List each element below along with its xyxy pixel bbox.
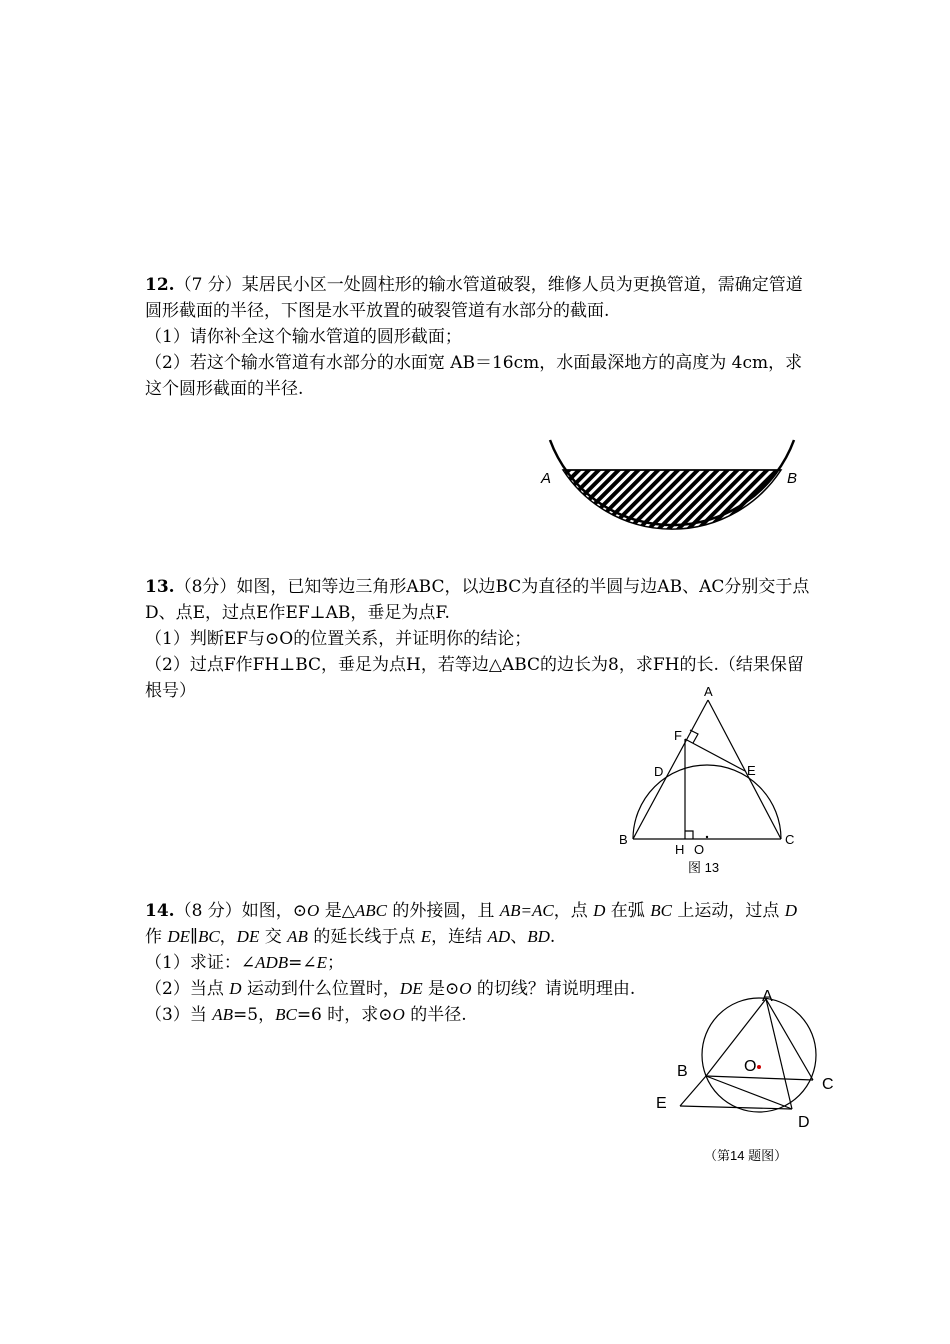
label-f: F <box>674 728 682 743</box>
segment-bd <box>706 1076 792 1109</box>
q14-text: 作 <box>145 927 168 947</box>
segment-ac <box>766 999 813 1080</box>
question-13-number: 13. <box>145 577 175 597</box>
q14-var: O <box>392 1005 405 1024</box>
q14-var: AB <box>287 927 308 946</box>
q14-var: AB <box>212 1005 234 1024</box>
q14-var: D <box>229 979 242 998</box>
q14-var: BC <box>275 1005 297 1024</box>
q14-text: =6 时，求⊙ <box>296 1005 393 1025</box>
question-13-part-2: （2）过点F作FH⊥BC，垂足为点H，若等边△ABC的边长为8，求FH的长.（结果保留根号） <box>145 655 804 701</box>
q14-text: 是⊙ <box>422 979 460 999</box>
question-14-stem <box>145 898 810 950</box>
q14-text: 的延长线于点 <box>307 927 421 947</box>
question-14-part-1 <box>145 950 810 976</box>
segment-be <box>680 1076 706 1106</box>
q14-text: ； <box>327 953 344 973</box>
q14-text: （2）当点 <box>145 979 230 999</box>
q14-text: 是△ <box>319 901 355 921</box>
equilateral-triangle-figure <box>610 682 810 882</box>
q14-var: BD <box>527 927 550 946</box>
q14-text: （3）当 <box>145 1005 213 1025</box>
q14-text: ， <box>219 927 237 947</box>
q14-text: （1）求证：∠ <box>145 953 256 973</box>
q14-var: BC <box>650 901 672 920</box>
q14-text: 的外接圆，且 <box>386 901 500 921</box>
q14-text: 的切线？请说明理由. <box>471 979 636 999</box>
question-12-number: 12. <box>145 275 175 295</box>
q14-text: . <box>549 927 556 947</box>
segment-bc <box>706 1076 813 1080</box>
question-12-stem <box>145 272 810 324</box>
q14-var: D <box>593 901 606 920</box>
circumcircle-figure <box>650 982 850 1172</box>
q14-text: ∥ <box>190 927 198 947</box>
question-14-number: 14. <box>145 901 175 921</box>
label-e: E <box>656 1095 667 1112</box>
q14-var: E <box>420 927 432 946</box>
point-a-label: A <box>541 470 552 487</box>
q14-var: DE <box>399 979 423 998</box>
q14-var: AB=AC <box>499 901 554 920</box>
center-o-dot <box>757 1065 761 1069</box>
segment-ab <box>706 999 766 1076</box>
figure-13-caption: 图 13 <box>688 860 720 875</box>
question-13-part-1: （1）判断EF与⊙O的位置关系，并证明你的结论； <box>145 629 532 649</box>
label-e: E <box>747 763 756 778</box>
label-b: B <box>619 832 628 847</box>
q14-var: E <box>316 953 327 972</box>
q14-var: DE <box>167 927 191 946</box>
q14-var: ABC <box>354 901 387 920</box>
point-b-label: B <box>787 470 798 487</box>
label-a: A <box>704 684 713 699</box>
segment-ad <box>766 999 792 1109</box>
q14-text: ，点 <box>553 901 594 921</box>
q14-text: 运动到什么位置时， <box>241 979 400 999</box>
question-12-part-1: （1）请你补全这个输水管道的圆形截面； <box>145 327 462 347</box>
question-13-stem <box>145 574 810 626</box>
q14-text: ，连结 <box>431 927 488 947</box>
question-12-part-2: （2）若这个输水管道有水部分的水面宽 AB＝16cm，水面最深地方的高度为 4cm，求这个圆形截面的半径. <box>145 353 803 399</box>
label-c: C <box>822 1076 834 1093</box>
q14-var: ADB <box>255 953 289 972</box>
side-ac <box>708 700 781 839</box>
q14-var: BC <box>197 927 220 946</box>
q14-var: DE <box>236 927 260 946</box>
label-c: C <box>785 832 795 847</box>
q14-text: =∠ <box>288 953 317 973</box>
pipe-cross-section-figure <box>535 432 805 572</box>
side-ab <box>633 700 708 839</box>
label-o: O <box>744 1058 757 1075</box>
question-12 <box>145 272 810 402</box>
label-h: H <box>675 842 685 857</box>
q14-text: （8 分）如图，⊙ <box>174 901 308 921</box>
label-o: O <box>694 842 705 857</box>
question-13-text: （8分）如图，已知等边三角形ABC，以边BC为直径的半圆与边AB、AC分别交于点D、点E，过点E作EF⊥AB，垂足为点F. <box>145 577 810 623</box>
label-d: D <box>798 1114 810 1131</box>
q14-text: 交 <box>259 927 288 947</box>
label-b: B <box>677 1063 688 1080</box>
figure-14-caption: （第14 题图） <box>704 1148 788 1163</box>
q14-var: D <box>784 901 798 920</box>
center-o-dot <box>706 836 708 838</box>
q14-var: O <box>459 979 472 998</box>
q14-text: 上运动，过点 <box>671 901 785 921</box>
q14-text: 在弧 <box>605 901 651 921</box>
label-d: D <box>654 764 664 779</box>
label-a: A <box>762 988 773 1005</box>
question-12-text: （7 分）某居民小区一处圆柱形的输水管道破裂，维修人员为更换管道，需确定管道圆形截面的半径，下图是水平放置的破裂管道有水部分的截面. <box>145 275 803 321</box>
q14-var: AD <box>487 927 511 946</box>
q14-text: 的半径. <box>404 1005 467 1025</box>
segment-ed <box>680 1106 792 1109</box>
right-angle-h <box>685 831 693 839</box>
q14-text: =5， <box>233 1005 276 1025</box>
q14-text: 、 <box>510 927 528 947</box>
q14-var: O <box>307 901 320 920</box>
